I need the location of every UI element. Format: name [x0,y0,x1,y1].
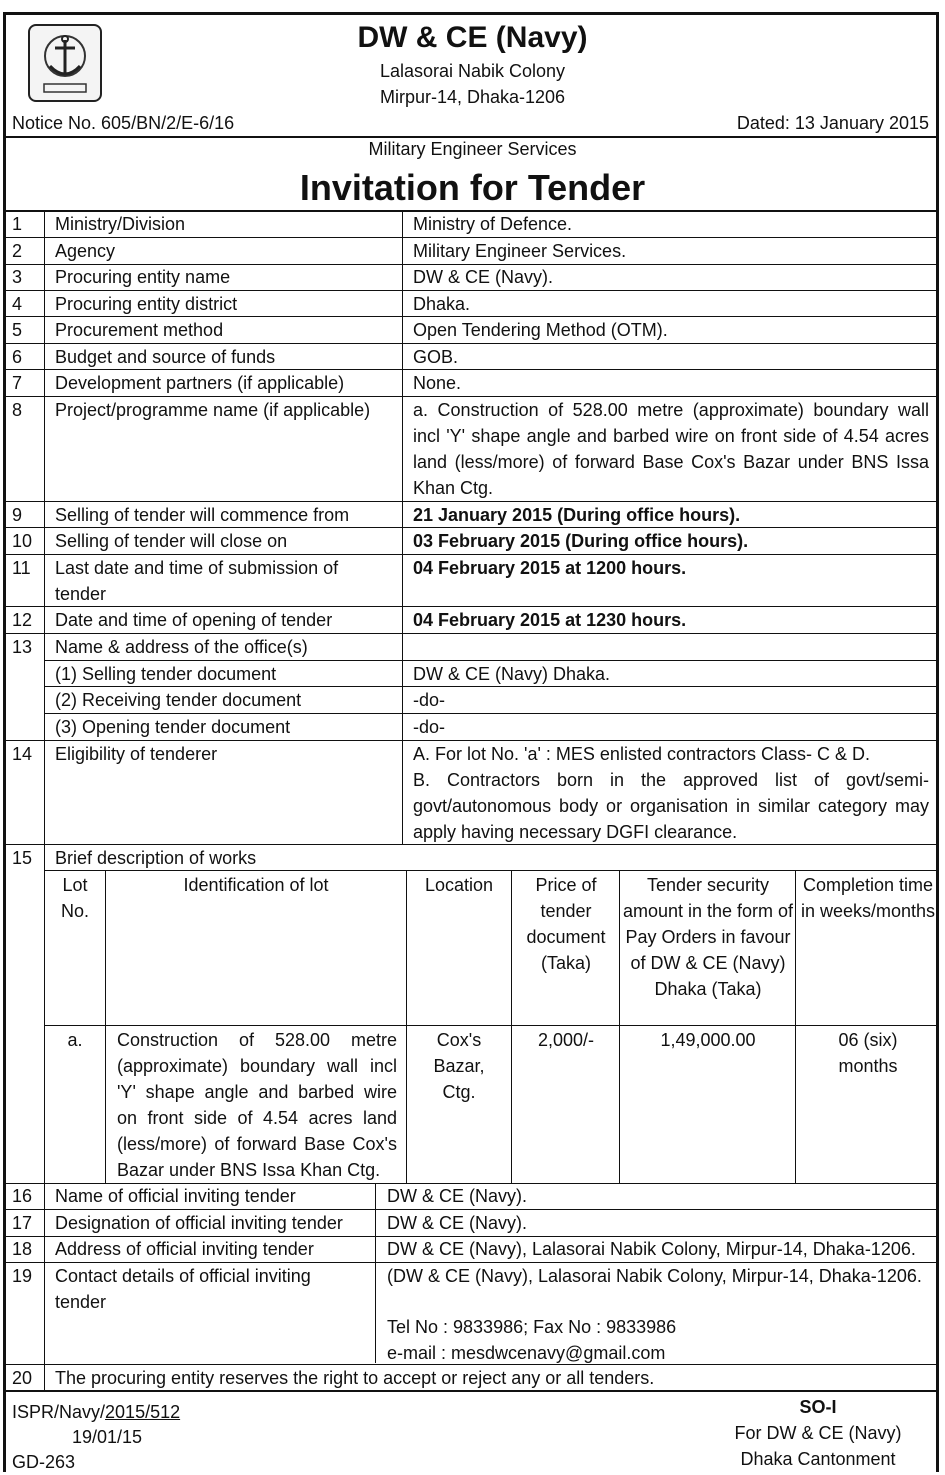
row-number: 6 [12,347,23,367]
value-column-divider-lower [375,1183,376,1363]
row-number: 7 [12,373,23,393]
row-number: 17 [12,1213,33,1233]
row-value: Ministry of Defence. [413,214,573,234]
row-number: 18 [12,1239,33,1259]
sub-row-label: (2) Receiving tender document [55,690,302,710]
row-value: 03 February 2015 (During office hours). [413,531,749,551]
num-column-divider [44,210,45,1390]
ispr-number: 2015/512 [105,1402,181,1422]
lot-cell-price: 2,000/- [537,1030,595,1050]
ispr-date: 19/01/15 [72,1427,143,1447]
row-label: Contact details of official inviting tender [55,1266,311,1312]
service-name: Military Engineer Services [368,139,577,159]
lot-cell-completion: 06 (six) months [838,1030,898,1076]
row-label: Brief description of works [55,848,257,868]
row-value: 04 February 2015 at 1200 hours. [413,558,687,578]
row-number: 13 [12,637,33,657]
signatory-org: For DW & CE (Navy) [734,1423,902,1443]
row-value: Open Tendering Method (OTM). [413,320,668,340]
row-number: 16 [12,1186,33,1206]
notice-number: Notice No. 605/BN/2/E-6/16 [12,113,235,133]
row-label: Selling of tender will commence from [55,505,350,525]
lot-cell-lot-no: a. [67,1030,83,1050]
row-label: Procuring entity district [55,294,238,314]
row-number: 19 [12,1266,33,1286]
row-value: 21 January 2015 (During office hours). [413,505,741,525]
row-label: Budget and source of funds [55,347,276,367]
row-value: GOB. [413,347,459,367]
row-label: Procuring entity name [55,267,231,287]
eligibility-b: B. Contractors born in the approved list of govt/semi-govt/autonomous body or organisation in similar category may apply having necessary DGFI clearance. [413,770,929,842]
contact-address: (DW & CE (Navy), Lalasorai Nabik Colony, Mirpur-14, Dhaka-1206. [387,1266,922,1286]
row-number: 11 [12,558,31,578]
row-label: Project/programme name (if applicable) [55,400,371,420]
row-number: 12 [12,610,33,630]
row-label: Selling of tender will close on [55,531,288,551]
row-value: None. [413,373,462,393]
page-title: Invitation for Tender [299,167,646,208]
signatory-title: SO-I [799,1397,837,1417]
row-number: 14 [12,744,33,764]
lot-header-security: Tender security amount in the form of Pay Orders in favour of DW & CE (Navy) Dhaka (Taka) [622,875,794,999]
row-label: Eligibility of tenderer [55,744,218,764]
row-value: DW & CE (Navy), Lalasorai Nabik Colony, Mirpur-14, Dhaka-1206. [387,1239,916,1259]
lot-header-identification: Identification of lot [183,875,329,895]
lot-header-location: Location [424,875,494,895]
row-number: 15 [12,848,33,868]
row-label: Designation of official inviting tender [55,1213,343,1233]
row-number: 5 [12,320,23,340]
row-label: Name & address of the office(s) [55,637,308,657]
lot-column-divider [619,870,620,1183]
row-number: 2 [12,241,23,261]
lot-header-completion: Completion time in weeks/months [800,875,936,921]
lot-cell-location: Cox's Bazar, Ctg. [433,1030,485,1102]
notice-date: Dated: 13 January 2015 [736,113,929,133]
row-separator [44,1025,939,1026]
row-number: 10 [12,531,33,551]
sub-row-label: (3) Opening tender document [55,717,291,737]
row-label: Agency [55,241,116,261]
sub-row-value: DW & CE (Navy) Dhaka. [413,664,611,684]
lot-header-lot-no: Lot No. [60,875,89,921]
lot-column-divider [406,870,407,1183]
org-title: DW & CE (Navy) [357,21,588,54]
row-number: 1 [12,214,23,234]
address-line-1: Lalasorai Nabik Colony [379,61,566,81]
row-label: The procuring entity reserves the right to accept or reject any or all tenders. [55,1368,655,1388]
eligibility-a: A. For lot No. 'a' : MES enlisted contractors Class- C & D. [413,744,871,764]
row-number: 20 [12,1368,33,1388]
lot-column-divider [105,870,106,1183]
row-number: 8 [12,400,23,420]
row-label: Procurement method [55,320,224,340]
row-label: Ministry/Division [55,214,186,234]
row-value: DW & CE (Navy). [413,267,554,287]
row-value: Dhaka. [413,294,471,314]
gd-number: GD-263 [12,1452,76,1472]
row-label: Last date and time of submission of tender [55,558,339,604]
contact-email: e-mail : mesdwcenavy@gmail.com [387,1343,666,1363]
lot-header-price: Price of tender document (Taka) [526,875,606,973]
sub-row-value: -do- [413,717,446,737]
sub-row-value: -do- [413,690,446,710]
row-label: Date and time of opening of tender [55,610,333,630]
contact-phone: Tel No : 9833986; Fax No : 9833986 [387,1317,677,1337]
ispr-reference [12,1399,180,1425]
signatory-place: Dhaka Cantonment [740,1449,896,1469]
sub-row-label: (1) Selling tender document [55,664,277,684]
row-number: 9 [12,505,23,525]
row-number: 3 [12,267,23,287]
row-number: 4 [12,294,23,314]
lot-cell-security: 1,49,000.00 [660,1030,756,1050]
row-value: DW & CE (Navy). [387,1186,528,1206]
row-value: Military Engineer Services. [413,241,627,261]
row-label: Address of official inviting tender [55,1239,314,1259]
lot-column-divider [795,870,796,1183]
row-value: 04 February 2015 at 1230 hours. [413,610,687,630]
row-value: DW & CE (Navy). [387,1213,528,1233]
row-label: Name of official inviting tender [55,1186,296,1206]
address-line-2: Mirpur-14, Dhaka-1206 [379,87,566,107]
row-label: Development partners (if applicable) [55,373,345,393]
lot-column-divider [511,870,512,1183]
row-value: a. Construction of 528.00 metre (approximate) boundary wall incl 'Y' shape angle and barbed wire on front side of 4.54 acres land (less/more) of forward Base Cox's Bazar under BNS Issa Khan Ctg. [413,400,929,498]
lot-cell-identification: Construction of 528.00 metre (approximate) boundary wall incl 'Y' shape angle and barbed wire on front side of 4.54 acres land (less/more) of forward Base Cox's Bazar under BNS Issa Khan Ctg. [117,1030,397,1180]
ispr-prefix: ISPR/Navy/ [12,1402,106,1422]
